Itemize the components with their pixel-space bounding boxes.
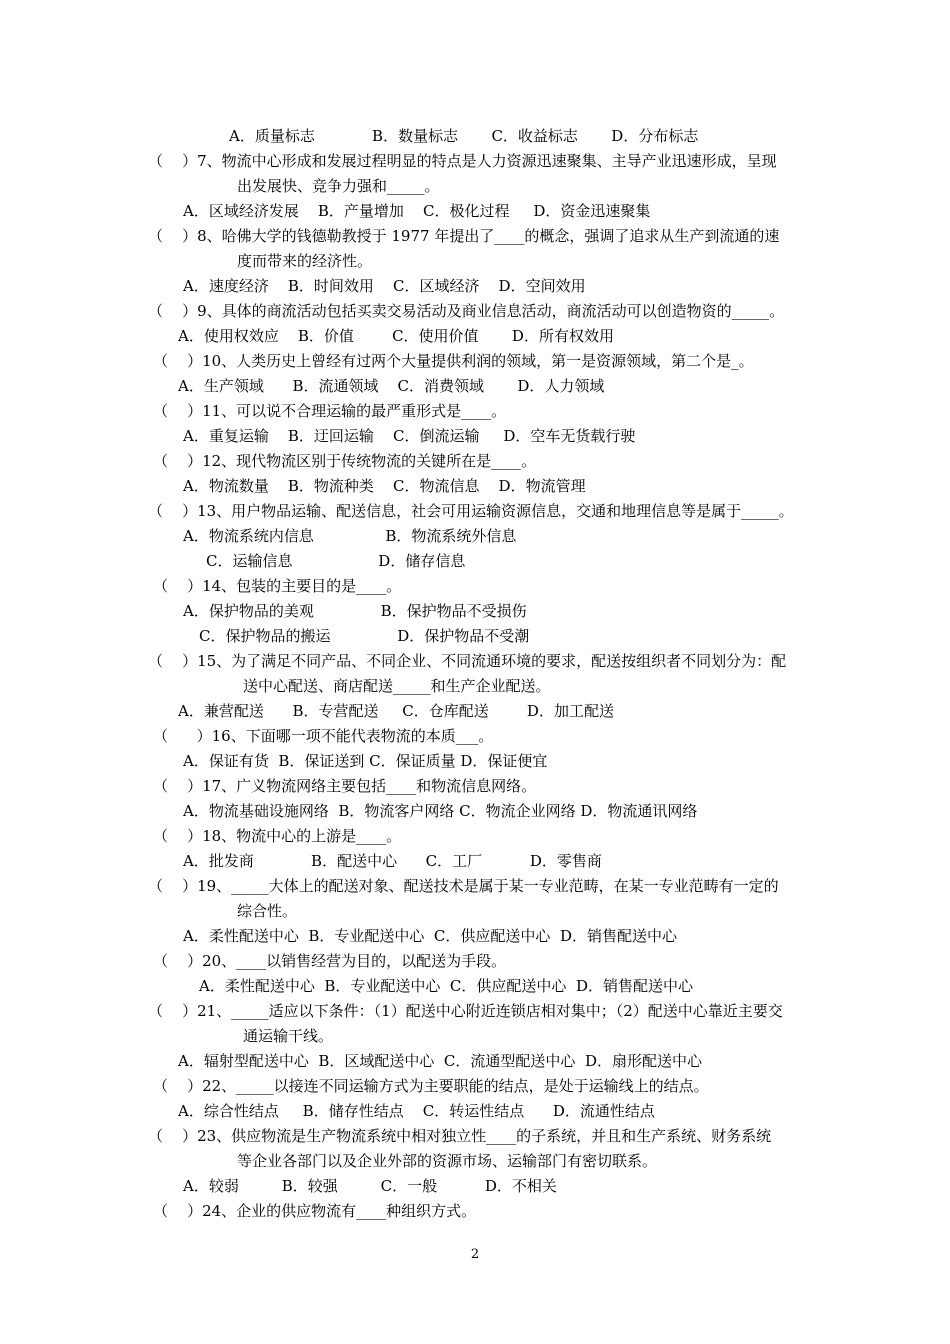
options-line-17: A．物流基础设施网络 B．物流客户网络 C．物流企业网络 D．物流通讯网络 — [183, 802, 698, 820]
options-line-10: A．生产领域 B．流通领域 C．消费领域 D．人力领域 — [178, 377, 605, 395]
options-line-12: A．物流数量 B．物流种类 C．物流信息 D．物流管理 — [183, 477, 586, 495]
question-15: （ ）15、为了满足不同产品、不同企业、不同流通环境的要求，配送按组织者不同划分为：配 — [148, 652, 787, 670]
options-line-15: A．兼营配送 B．专营配送 C．仓库配送 D．加工配送 — [178, 702, 614, 720]
question-7: （ ）7、物流中心形成和发展过程明显的特点是人力资源迅速聚集、主导产业迅速形成，呈现 — [148, 152, 777, 170]
question-18: （ ）18、物流中心的上游是____。 — [153, 827, 402, 845]
question-13: （ ）13、用户物品运输、配送信息，社会可用运输资源信息，交通和地理信息等是属于_____。 — [148, 502, 794, 520]
question-19: （ ）19、_____大体上的配送对象、配送技术是属于某一专业范畴，在某一专业范畴有一定的 — [148, 877, 779, 895]
question-7-continuation: 出发展快、竞争力强和_____。 — [237, 177, 440, 195]
options-line-9: A．使用权效应 B．价值 C．使用价值 D．所有权效用 — [178, 327, 614, 345]
question-9: （ ）9、具体的商流活动包括买卖交易活动及商业信息活动，商流活动可以创造物资的_____。 — [148, 302, 785, 320]
options-line-16: A．保证有货 B．保证送到 C．保证质量 D．保证便宜 — [183, 752, 548, 770]
options-line-6: A．质量标志 B．数量标志 C．收益标志 D．分布标志 — [229, 127, 699, 145]
question-23: （ ）23、供应物流是生产物流系统中相对独立性____的子系统，并且和生产系统、财务系统 — [148, 1127, 772, 1145]
options-line-19: A．柔性配送中心 B．专业配送中心 C．供应配送中心 D．销售配送中心 — [183, 927, 677, 945]
question-10: （ ）10、人类历史上曾经有过两个大量提供利润的领域，第一是资源领域，第二个是_。 — [153, 352, 754, 370]
options-line-23: A．较弱 B．较强 C．一般 D．不相关 — [183, 1177, 557, 1195]
question-12: （ ）12、现代物流区别于传统物流的关键所在是____。 — [153, 452, 537, 470]
options-line-20: A．柔性配送中心 B．专业配送中心 C．供应配送中心 D．销售配送中心 — [199, 977, 693, 995]
options-line-18: A．批发商 B．配送中心 C．工厂 D．零售商 — [183, 852, 602, 870]
question-8-continuation: 度而带来的经济性。 — [237, 252, 373, 270]
question-15-continuation: 送中心配送、商店配送_____和生产企业配送。 — [243, 677, 551, 695]
question-20: （ ）20、____以销售经营为目的，以配送为手段。 — [153, 952, 507, 970]
options-line-13a: A．物流系统内信息 B．物流系统外信息 — [183, 527, 517, 545]
options-line-13b: C．运输信息 D．储存信息 — [206, 552, 466, 570]
page-number: 2 — [470, 1247, 480, 1262]
question-21-continuation: 通运输干线。 — [243, 1027, 334, 1045]
options-line-7: A．区域经济发展 B．产量增加 C．极化过程 D．资金迅速聚集 — [183, 202, 651, 220]
options-line-14b: C．保护物品的搬运 D．保护物品不受潮 — [199, 627, 530, 645]
question-8: （ ）8、哈佛大学的钱德勒教授于 1977 年提出了____的概念，强调了追求从生产到流通的速 — [148, 227, 780, 245]
question-16: （ ）16、下面哪一项不能代表物流的本质___。 — [153, 727, 494, 745]
question-11: （ ）11、可以说不合理运输的最严重形式是____。 — [153, 402, 507, 420]
question-21: （ ）21、_____适应以下条件：（1）配送中心附近连锁店相对集中；（2）配送中心靠近主要交 — [148, 1002, 783, 1020]
question-19-continuation: 综合性。 — [237, 902, 298, 920]
options-line-14a: A．保护物品的美观 B．保护物品不受损伤 — [183, 602, 527, 620]
question-14: （ ）14、包装的主要目的是____。 — [153, 577, 402, 595]
question-22: （ ）22、_____以接连不同运输方式为主要职能的结点，是处于运输线上的结点。 — [153, 1077, 709, 1095]
question-17: （ ）17、广义物流网络主要包括____和物流信息网络。 — [153, 777, 537, 795]
options-line-22: A．综合性结点 B．储存性结点 C．转运性结点 D．流通性结点 — [178, 1102, 655, 1120]
options-line-8: A．速度经济 B．时间效用 C．区域经济 D．空间效用 — [183, 277, 586, 295]
question-24: （ ）24、企业的供应物流有____种组织方式。 — [153, 1202, 477, 1220]
options-line-11: A．重复运输 B．迂回运输 C．倒流运输 D．空车无货载行驶 — [183, 427, 636, 445]
options-line-21: A．辐射型配送中心 B．区域配送中心 C．流通型配送中心 D．扇形配送中心 — [178, 1052, 702, 1070]
question-23-continuation: 等企业各部门以及企业外部的资源市场、运输部门有密切联系。 — [237, 1152, 658, 1170]
